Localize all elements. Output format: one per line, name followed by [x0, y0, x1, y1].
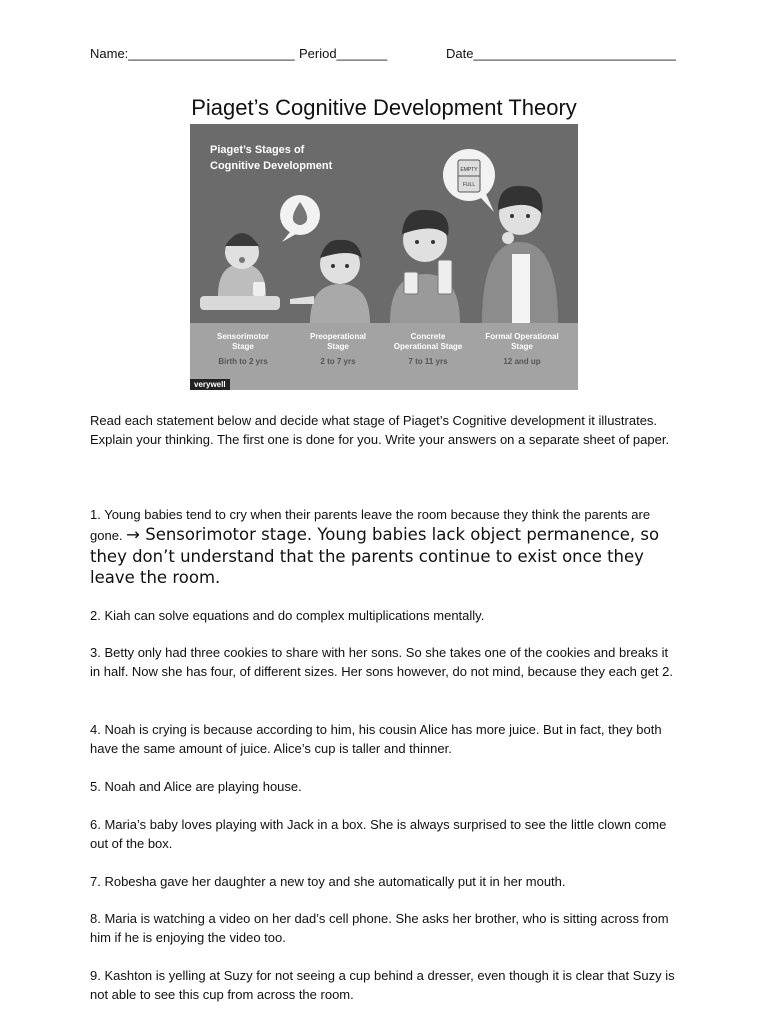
- sample-answer: → Sensorimotor stage. Young babies lack object permanence, so they don’t understand that the parents continue to exist once they leave the room.: [90, 525, 660, 587]
- water-drop-icon: [280, 195, 320, 242]
- date-field-label: Date____________________________: [446, 46, 676, 61]
- stage-label: Concrete Operational Stage 7 to 11 yrs: [393, 332, 463, 366]
- illustration-title: Piaget’s Stages of Cognitive Development: [210, 144, 333, 172]
- svg-text:EMPTY: EMPTY: [460, 167, 478, 173]
- question-item: 7. Robesha gave her daughter a new toy and she automatically put it in her mouth.: [90, 874, 566, 889]
- stage-label: Sensorimotor Stage Birth to 2 yrs: [216, 332, 269, 366]
- question-item: [90, 505, 680, 589]
- instructions-text: Read each statement below and decide what stage of Piaget’s Cognitive development it illustrates. Explain your thinking. The first one is done for you. Write your answers on a separate sheet of paper.: [90, 413, 670, 447]
- header-fields: [90, 46, 690, 66]
- half-glass-bubble-icon: [443, 149, 495, 212]
- stage-label: Formal Operational Stage 12 and up: [485, 332, 559, 366]
- preoperational-child-icon: [290, 240, 370, 323]
- svg-text:FULL: FULL: [462, 182, 476, 188]
- question-item: 2. Kiah can solve equations and do complex multiplications mentally.: [90, 608, 485, 623]
- question-item: 6. Maria’s baby loves playing with Jack in a box. She is always surprised to see the little clown come out of the box.: [90, 817, 667, 851]
- question-item: 4. Noah is crying is because according to him, his cousin Alice has more juice. But in fact, they both have the same amount of juice. Alice’s cup is taller and thinner.: [90, 722, 662, 756]
- question-item: 3. Betty only had three cookies to share with her sons. So she takes one of the cookies and breaks it in half. Now she has four, of different sizes. Her sons however, do not mind, because they each get 2.: [90, 645, 673, 679]
- baby-figure-icon: [200, 233, 280, 310]
- children-illustration: [190, 124, 578, 324]
- stage-label: Preoperational Stage 2 to 7 yrs: [309, 332, 366, 366]
- concrete-child-icon: [390, 210, 460, 323]
- stages-illustration: [190, 124, 578, 390]
- brand-logo: verywell: [190, 379, 230, 390]
- period-field-label: Period_______: [299, 46, 388, 61]
- question-item: 8. Maria is watching a video on her dad’s cell phone. She asks her brother, who is sitting across from him if he is enjoying the video too.: [90, 911, 669, 945]
- question-item: 9. Kashton is yelling at Suzy for not seeing a cup behind a dresser, even though it is clear that Suzy is not able to see this cup from across the room.: [90, 968, 675, 1002]
- question-text: 1. Young babies tend to cry when their parents leave the room because they think the parents are gone.: [90, 507, 651, 543]
- page-title: Piaget’s Cognitive Development Theory: [191, 95, 577, 120]
- name-field-label: Name:_______________________: [90, 46, 295, 61]
- teen-figure-icon: [482, 186, 558, 323]
- question-item: 5. Noah and Alice are playing house.: [90, 779, 302, 794]
